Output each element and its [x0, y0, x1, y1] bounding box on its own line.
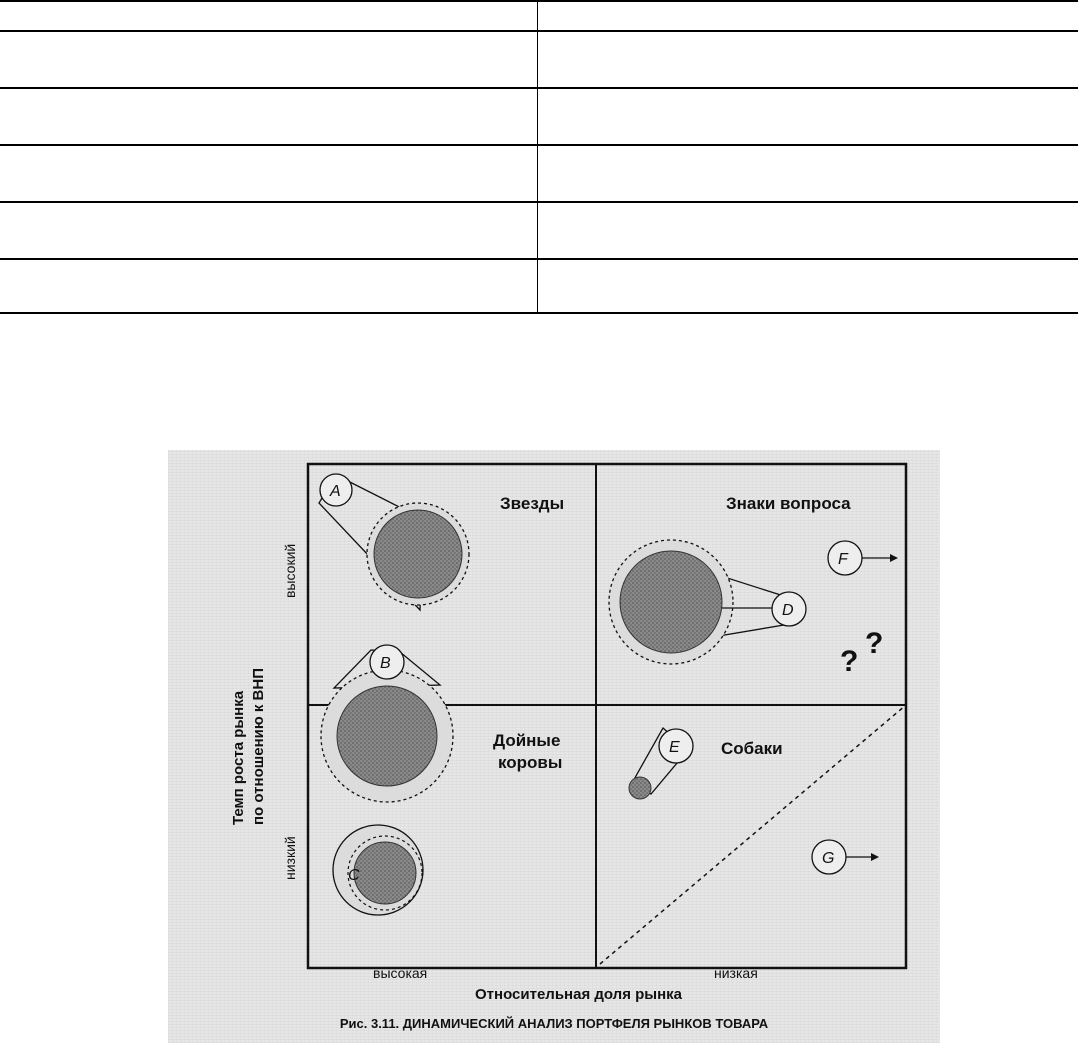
- question-mark-symbol: ?: [865, 627, 884, 660]
- bubble-label-f: F: [838, 551, 848, 568]
- table-row-divider: [0, 87, 1078, 89]
- table-row-divider: [0, 258, 1078, 260]
- bubble-e: [629, 728, 693, 799]
- question-mark-symbol: ?: [840, 645, 859, 678]
- y-axis-high-label: высокий: [282, 543, 298, 598]
- figure-caption: Рис. 3.11. ДИНАМИЧЕСКИЙ АНАЛИЗ ПОРТФЕЛЯ РЫНКОВ ТОВАРА: [339, 1016, 769, 1031]
- x-axis-low-label: низкая: [714, 965, 758, 981]
- bubble-label-b: B: [380, 655, 391, 672]
- x-axis-high-label: высокая: [373, 965, 428, 981]
- quadrant-label-stars: Звезды: [500, 494, 565, 513]
- bubble-label-e: E: [669, 739, 680, 756]
- quadrant-label-cash-cows-line2: коровы: [498, 753, 563, 772]
- portfolio-diagram: [168, 450, 940, 1043]
- empty-table: [0, 0, 1078, 314]
- y-axis-low-label: низкий: [282, 836, 298, 880]
- table-row-divider: [0, 201, 1078, 203]
- portfolio-figure: [168, 450, 940, 1043]
- quadrant-label-question-marks: Знаки вопроса: [726, 494, 851, 513]
- bubble-label-a: A: [330, 483, 341, 500]
- x-axis-title-visible: Относительная доля рынка: [475, 986, 683, 1003]
- bubble-a: [319, 474, 469, 610]
- y-axis-title-line2: по отношению к ВНП: [250, 668, 267, 825]
- bubble-d: [609, 540, 806, 664]
- bubble-f: [828, 541, 898, 575]
- bubble-b: [321, 645, 453, 802]
- bubble-label-c: C: [348, 867, 360, 884]
- bubble-g: [812, 840, 879, 874]
- quadrant-label-dogs: Собаки: [721, 739, 783, 758]
- bubble-c: [333, 825, 423, 915]
- bubble-label-g: G: [822, 850, 835, 867]
- table-row-divider: [0, 30, 1078, 32]
- y-axis-title-line1: Темп роста рынка: [230, 690, 247, 825]
- bubble-label-d: D: [782, 602, 794, 619]
- quadrant-label-cash-cows-line1: Дойные: [493, 731, 561, 750]
- table-row-divider: [0, 144, 1078, 146]
- table-column-divider: [537, 2, 538, 314]
